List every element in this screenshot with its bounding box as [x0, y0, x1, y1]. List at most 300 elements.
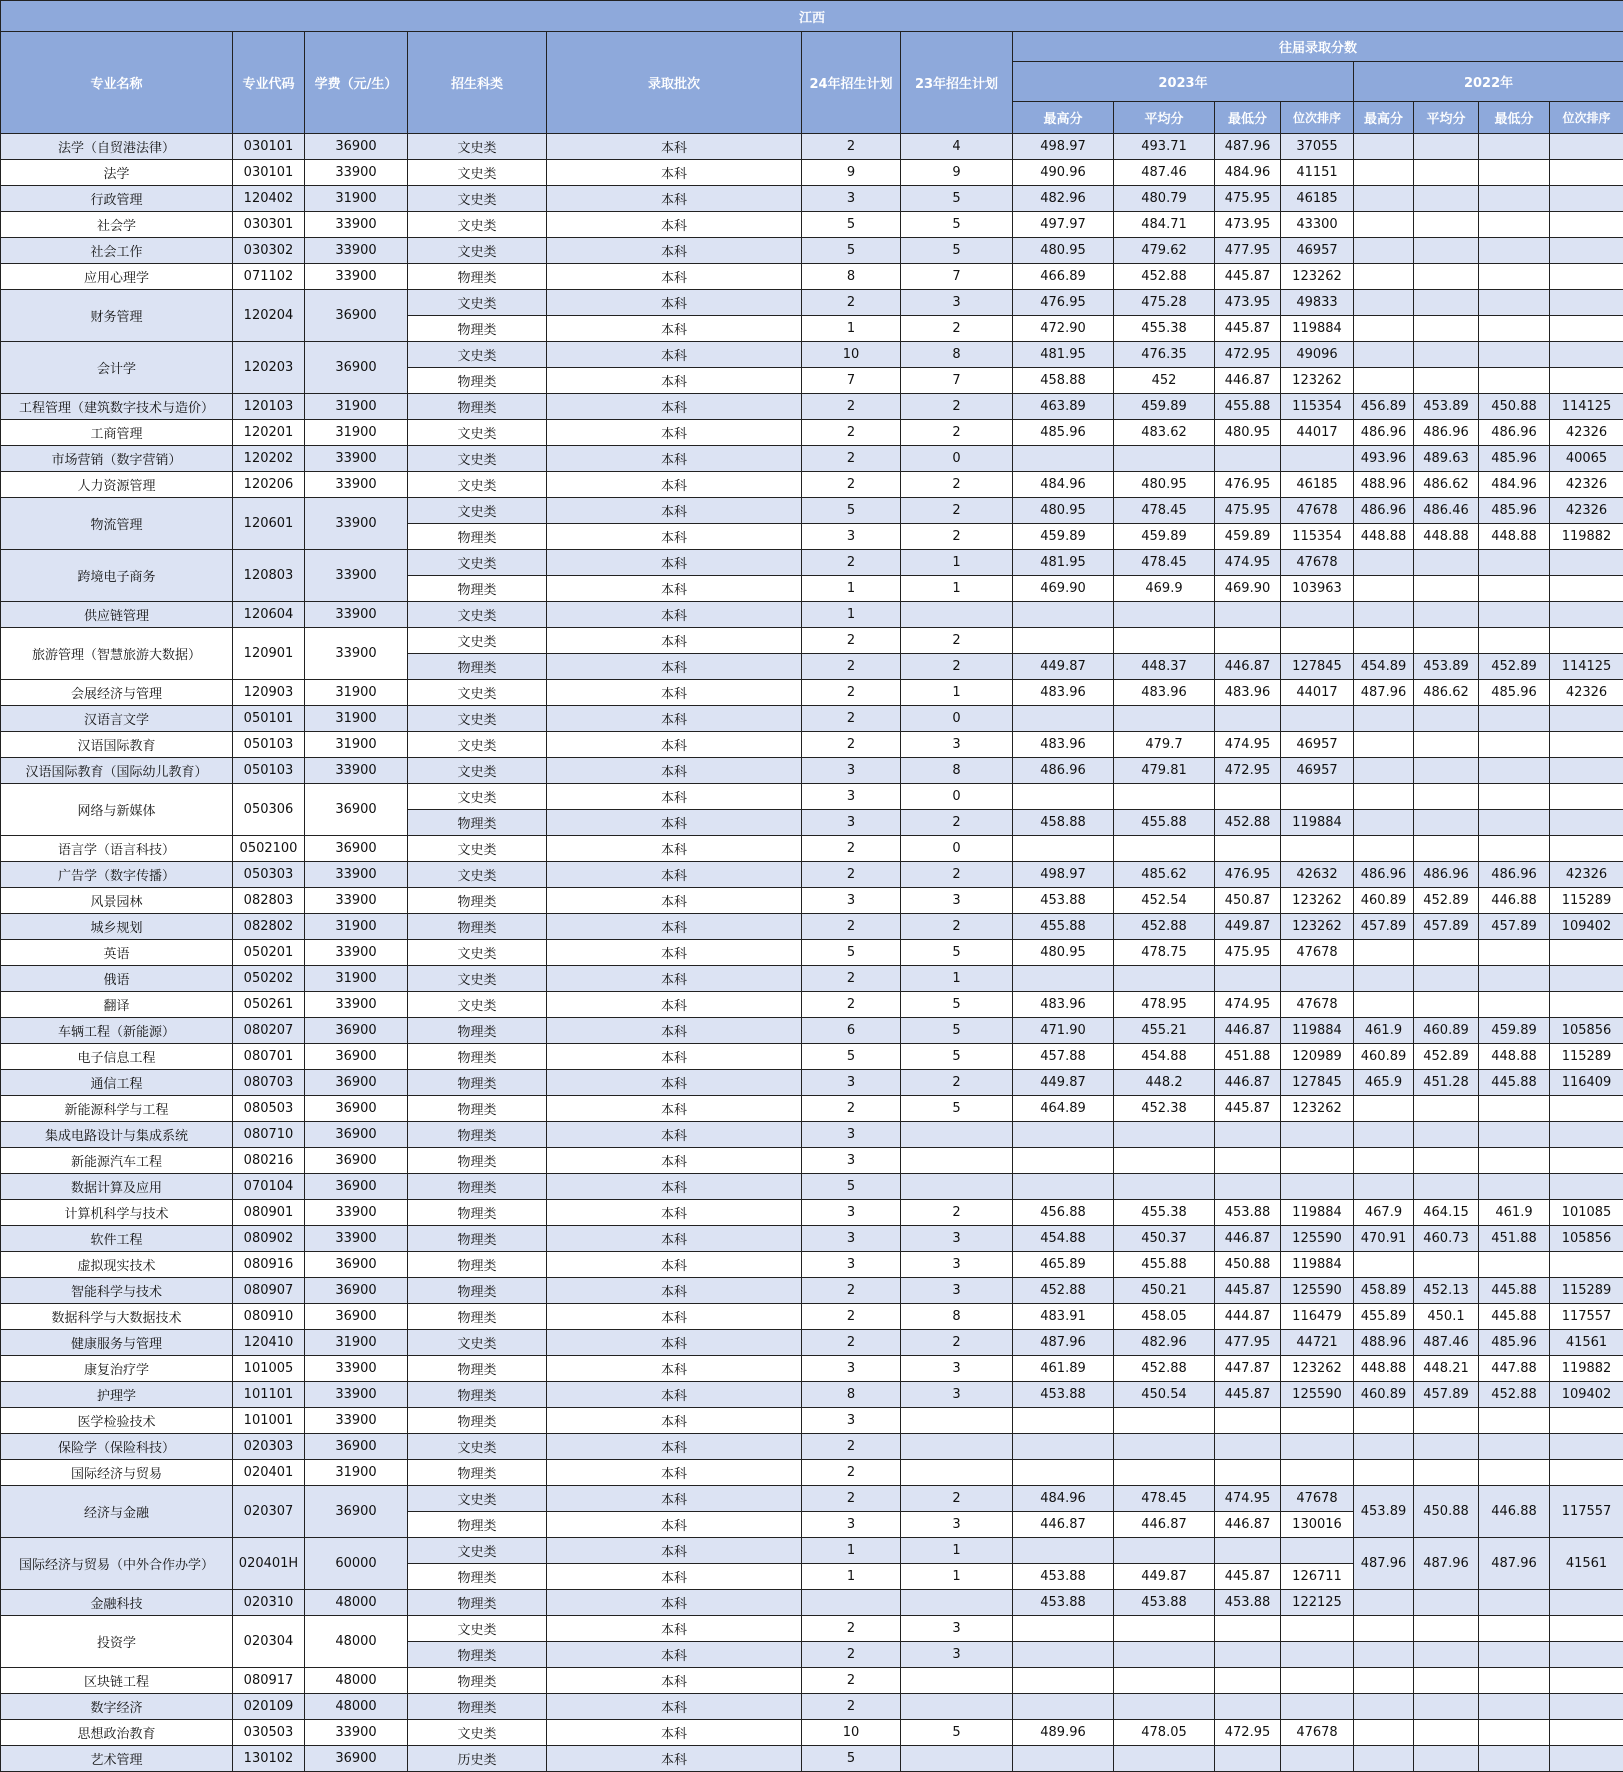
table-row — [1, 836, 1623, 862]
cell-major-code: 080907 — [233, 1278, 305, 1304]
cell-batch: 本科 — [547, 576, 802, 602]
cell-2022-max: 467.9 — [1354, 1200, 1414, 1226]
header-plan-2024: 24年招生计划 — [802, 32, 901, 134]
cell-2023-rank: 41151 — [1281, 160, 1354, 186]
cell-2023-max: 449.87 — [1013, 1070, 1114, 1096]
header-2023-min: 最低分 — [1215, 102, 1281, 134]
cell-2023-rank: 49833 — [1281, 290, 1354, 316]
cell-2023-avg — [1114, 1642, 1215, 1668]
cell-2022-avg — [1414, 264, 1479, 290]
cell-2023-avg: 452.54 — [1114, 888, 1215, 914]
cell-2023-max — [1013, 602, 1114, 628]
cell-2022-max — [1354, 940, 1414, 966]
cell-2022-min — [1479, 576, 1550, 602]
cell-batch: 本科 — [547, 186, 802, 212]
cell-2023-min — [1215, 1148, 1281, 1174]
cell-2022-avg: 452.89 — [1414, 888, 1479, 914]
table-row — [1, 1408, 1623, 1434]
cell-subject: 文史类 — [408, 940, 547, 966]
cell-2022-avg: 486.62 — [1414, 680, 1479, 706]
cell-2023-min — [1215, 446, 1281, 472]
cell-2023-rank: 119884 — [1281, 1252, 1354, 1278]
cell-major-code: 050202 — [233, 966, 305, 992]
table-row — [1, 1434, 1623, 1460]
cell-plan-2024: 2 — [802, 706, 901, 732]
cell-tuition: 36900 — [305, 1122, 408, 1148]
header-tuition: 学费（元/生） — [305, 32, 408, 134]
table-row — [1, 1018, 1623, 1044]
cell-2022-rank — [1550, 1590, 1623, 1616]
cell-2022-avg: 453.89 — [1414, 394, 1479, 420]
cell-major-code: 030302 — [233, 238, 305, 264]
cell-2023-max: 469.90 — [1013, 576, 1114, 602]
header-major-name: 专业名称 — [1, 32, 233, 134]
cell-major-code: 101101 — [233, 1382, 305, 1408]
cell-2022-avg: 489.63 — [1414, 446, 1479, 472]
cell-2023-max: 453.88 — [1013, 888, 1114, 914]
cell-batch: 本科 — [547, 498, 802, 524]
cell-2023-rank: 43300 — [1281, 212, 1354, 238]
cell-2022-avg: 460.73 — [1414, 1226, 1479, 1252]
cell-batch: 本科 — [547, 1616, 802, 1642]
cell-batch: 本科 — [547, 940, 802, 966]
cell-plan-2024: 1 — [802, 576, 901, 602]
cell-2022-avg — [1414, 940, 1479, 966]
cell-major-name: 汉语言文学 — [1, 706, 233, 732]
cell-batch: 本科 — [547, 862, 802, 888]
cell-plan-2023: 5 — [901, 186, 1013, 212]
table-row — [1, 1590, 1623, 1616]
cell-2022-min: 457.89 — [1479, 914, 1550, 940]
cell-subject: 物理类 — [408, 1304, 547, 1330]
cell-major-code: 020304 — [233, 1616, 305, 1668]
table-row — [1, 290, 1623, 316]
table-row — [1, 992, 1623, 1018]
cell-2023-max: 459.89 — [1013, 524, 1114, 550]
cell-tuition: 33900 — [305, 888, 408, 914]
cell-tuition: 33900 — [305, 446, 408, 472]
cell-2022-min: 445.88 — [1479, 1278, 1550, 1304]
cell-2023-max — [1013, 1434, 1114, 1460]
cell-tuition: 33900 — [305, 940, 408, 966]
cell-2023-avg: 487.46 — [1114, 160, 1215, 186]
cell-subject: 文史类 — [408, 1434, 547, 1460]
cell-tuition: 36900 — [305, 836, 408, 862]
cell-2022-min — [1479, 1590, 1550, 1616]
cell-2022-max — [1354, 836, 1414, 862]
cell-batch: 本科 — [547, 1226, 802, 1252]
cell-tuition: 36900 — [305, 1304, 408, 1330]
table-row — [1, 1226, 1623, 1252]
cell-2022-rank — [1550, 1746, 1623, 1772]
cell-plan-2024: 2 — [802, 836, 901, 862]
cell-major-code: 130102 — [233, 1746, 305, 1772]
cell-batch: 本科 — [547, 524, 802, 550]
cell-plan-2024: 3 — [802, 810, 901, 836]
cell-tuition: 48000 — [305, 1668, 408, 1694]
cell-2023-avg: 454.88 — [1114, 1044, 1215, 1070]
cell-2022-rank: 116409 — [1550, 1070, 1623, 1096]
table-row — [1, 1070, 1623, 1096]
cell-major-name: 法学 — [1, 160, 233, 186]
cell-2023-max — [1013, 1174, 1114, 1200]
cell-major-name: 区块链工程 — [1, 1668, 233, 1694]
cell-2022-max — [1354, 1694, 1414, 1720]
cell-subject: 物理类 — [408, 524, 547, 550]
cell-major-name: 投资学 — [1, 1616, 233, 1668]
cell-2022-max: 460.89 — [1354, 1382, 1414, 1408]
cell-2022-rank: 119882 — [1550, 1356, 1623, 1382]
cell-2023-rank: 47678 — [1281, 1720, 1354, 1746]
cell-plan-2024: 2 — [802, 290, 901, 316]
table-row — [1, 186, 1623, 212]
cell-major-name: 新能源汽车工程 — [1, 1148, 233, 1174]
cell-2023-rank: 46957 — [1281, 732, 1354, 758]
cell-2022-rank — [1550, 784, 1623, 810]
cell-batch: 本科 — [547, 368, 802, 394]
cell-tuition: 31900 — [305, 966, 408, 992]
cell-2022-avg: 486.62 — [1414, 472, 1479, 498]
cell-2022-avg — [1414, 1668, 1479, 1694]
cell-subject: 文史类 — [408, 706, 547, 732]
cell-tuition: 33900 — [305, 238, 408, 264]
cell-2023-rank — [1281, 836, 1354, 862]
cell-2022-max — [1354, 1460, 1414, 1486]
cell-tuition: 36900 — [305, 1252, 408, 1278]
table-row — [1, 1044, 1623, 1070]
cell-2023-min — [1215, 602, 1281, 628]
cell-2022-min — [1479, 368, 1550, 394]
cell-2023-max: 452.88 — [1013, 1278, 1114, 1304]
table-row — [1, 1200, 1623, 1226]
cell-major-code: 020307 — [233, 1486, 305, 1538]
cell-2022-min — [1479, 1174, 1550, 1200]
cell-2022-avg — [1414, 290, 1479, 316]
cell-2023-min: 476.95 — [1215, 472, 1281, 498]
cell-plan-2023: 5 — [901, 1720, 1013, 1746]
cell-plan-2024: 1 — [802, 602, 901, 628]
cell-subject: 文史类 — [408, 1616, 547, 1642]
cell-major-code: 050303 — [233, 862, 305, 888]
cell-2023-min: 449.87 — [1215, 914, 1281, 940]
cell-plan-2023 — [901, 1746, 1013, 1772]
header-2022-min: 最低分 — [1479, 102, 1550, 134]
cell-subject: 物理类 — [408, 1590, 547, 1616]
cell-2022-avg — [1414, 238, 1479, 264]
cell-2022-rank — [1550, 758, 1623, 784]
cell-2023-avg: 455.38 — [1114, 316, 1215, 342]
cell-2022-min: 448.88 — [1479, 524, 1550, 550]
cell-tuition: 60000 — [305, 1538, 408, 1590]
table-row — [1, 134, 1623, 160]
cell-major-name: 风景园林 — [1, 888, 233, 914]
cell-2022-min: 450.88 — [1479, 394, 1550, 420]
cell-2022-min: 459.89 — [1479, 1018, 1550, 1044]
cell-batch: 本科 — [547, 966, 802, 992]
cell-plan-2024: 7 — [802, 368, 901, 394]
cell-2023-max — [1013, 1668, 1114, 1694]
cell-2022-min — [1479, 1252, 1550, 1278]
cell-2022-rank: 119882 — [1550, 524, 1623, 550]
table-row — [1, 1616, 1623, 1642]
cell-2022-avg — [1414, 1122, 1479, 1148]
table-row — [1, 1096, 1623, 1122]
cell-2022-avg — [1414, 706, 1479, 732]
cell-2023-avg: 452.38 — [1114, 1096, 1215, 1122]
cell-2022-max — [1354, 342, 1414, 368]
cell-major-code: 030301 — [233, 212, 305, 238]
header-year-2023: 2023年 — [1013, 62, 1354, 102]
cell-tuition: 36900 — [305, 1070, 408, 1096]
cell-subject: 物理类 — [408, 1226, 547, 1252]
cell-tuition: 31900 — [305, 394, 408, 420]
cell-2022-max: 460.89 — [1354, 888, 1414, 914]
cell-2022-min — [1479, 186, 1550, 212]
cell-batch: 本科 — [547, 1720, 802, 1746]
cell-2022-max: 460.89 — [1354, 1044, 1414, 1070]
cell-2022-min: 461.9 — [1479, 1200, 1550, 1226]
cell-2023-rank: 47678 — [1281, 498, 1354, 524]
cell-batch: 本科 — [547, 1278, 802, 1304]
cell-2022-rank — [1550, 992, 1623, 1018]
cell-2023-min: 446.87 — [1215, 654, 1281, 680]
cell-plan-2023: 2 — [901, 628, 1013, 654]
cell-2022-min — [1479, 628, 1550, 654]
cell-major-code: 030503 — [233, 1720, 305, 1746]
cell-major-code: 120203 — [233, 342, 305, 394]
cell-plan-2024: 3 — [802, 1200, 901, 1226]
cell-subject: 文史类 — [408, 290, 547, 316]
cell-2023-rank: 119884 — [1281, 1200, 1354, 1226]
cell-tuition: 33900 — [305, 160, 408, 186]
cell-2023-rank: 130016 — [1281, 1512, 1354, 1538]
cell-2022-min — [1479, 550, 1550, 576]
cell-2022-avg — [1414, 1720, 1479, 1746]
cell-2023-min: 453.88 — [1215, 1200, 1281, 1226]
cell-2023-max — [1013, 1694, 1114, 1720]
cell-2022-avg — [1414, 1694, 1479, 1720]
cell-2023-avg — [1114, 1616, 1215, 1642]
cell-2022-min — [1479, 966, 1550, 992]
cell-2023-min: 473.95 — [1215, 212, 1281, 238]
cell-2023-rank: 123262 — [1281, 1096, 1354, 1122]
cell-2023-max: 480.95 — [1013, 498, 1114, 524]
cell-plan-2023: 3 — [901, 1616, 1013, 1642]
cell-2022-min — [1479, 1434, 1550, 1460]
cell-major-code: 082803 — [233, 888, 305, 914]
cell-2023-min: 473.95 — [1215, 290, 1281, 316]
cell-major-code: 120202 — [233, 446, 305, 472]
cell-2023-min — [1215, 1616, 1281, 1642]
cell-batch: 本科 — [547, 1694, 802, 1720]
cell-2023-avg — [1114, 784, 1215, 810]
cell-2022-min — [1479, 316, 1550, 342]
table-row — [1, 1278, 1623, 1304]
cell-tuition: 33900 — [305, 498, 408, 550]
cell-plan-2024: 3 — [802, 758, 901, 784]
cell-tuition: 31900 — [305, 914, 408, 940]
cell-subject: 文史类 — [408, 550, 547, 576]
cell-2023-rank: 46185 — [1281, 472, 1354, 498]
cell-2022-rank — [1550, 134, 1623, 160]
cell-major-code: 080703 — [233, 1070, 305, 1096]
cell-tuition: 31900 — [305, 186, 408, 212]
cell-batch: 本科 — [547, 238, 802, 264]
cell-2023-avg: 469.9 — [1114, 576, 1215, 602]
cell-2022-rank — [1550, 264, 1623, 290]
cell-2022-min — [1479, 1642, 1550, 1668]
cell-2023-avg: 448.2 — [1114, 1070, 1215, 1096]
cell-2023-min: 475.95 — [1215, 186, 1281, 212]
cell-2023-max: 465.89 — [1013, 1252, 1114, 1278]
cell-2023-rank: 123262 — [1281, 914, 1354, 940]
table-row — [1, 238, 1623, 264]
cell-subject: 物理类 — [408, 1044, 547, 1070]
cell-plan-2023: 2 — [901, 1330, 1013, 1356]
cell-subject: 文史类 — [408, 238, 547, 264]
cell-batch: 本科 — [547, 1044, 802, 1070]
cell-major-code: 080207 — [233, 1018, 305, 1044]
cell-2022-rank: 105856 — [1550, 1226, 1623, 1252]
cell-2022-avg — [1414, 186, 1479, 212]
header-2023-rank: 位次排序 — [1281, 102, 1354, 134]
cell-2023-avg: 452.88 — [1114, 264, 1215, 290]
cell-2022-avg — [1414, 550, 1479, 576]
cell-2022-avg — [1414, 966, 1479, 992]
cell-major-name: 供应链管理 — [1, 602, 233, 628]
cell-plan-2023: 2 — [901, 914, 1013, 940]
cell-2022-max — [1354, 966, 1414, 992]
cell-subject: 文史类 — [408, 758, 547, 784]
table-row — [1, 1174, 1623, 1200]
cell-subject: 文史类 — [408, 966, 547, 992]
cell-2022-avg — [1414, 1252, 1479, 1278]
cell-2023-avg: 458.05 — [1114, 1304, 1215, 1330]
cell-2022-rank — [1550, 1096, 1623, 1122]
cell-2023-avg: 478.75 — [1114, 940, 1215, 966]
cell-major-name: 工商管理 — [1, 420, 233, 446]
cell-2022-max — [1354, 1668, 1414, 1694]
cell-batch: 本科 — [547, 1122, 802, 1148]
cell-2023-rank: 37055 — [1281, 134, 1354, 160]
table-row — [1, 550, 1623, 576]
cell-2023-min — [1215, 1174, 1281, 1200]
cell-2023-max: 454.88 — [1013, 1226, 1114, 1252]
cell-plan-2024: 2 — [802, 1668, 901, 1694]
cell-tuition: 31900 — [305, 1460, 408, 1486]
cell-plan-2024: 2 — [802, 1304, 901, 1330]
cell-2023-max — [1013, 1616, 1114, 1642]
cell-2023-max: 456.88 — [1013, 1200, 1114, 1226]
cell-2022-max: 461.9 — [1354, 1018, 1414, 1044]
cell-plan-2024: 5 — [802, 1746, 901, 1772]
cell-2022-min: 452.89 — [1479, 654, 1550, 680]
cell-plan-2023: 3 — [901, 1642, 1013, 1668]
cell-2023-rank — [1281, 628, 1354, 654]
cell-plan-2023: 9 — [901, 160, 1013, 186]
cell-tuition: 36900 — [305, 1096, 408, 1122]
cell-2023-rank: 123262 — [1281, 264, 1354, 290]
cell-major-name: 语言学（语言科技） — [1, 836, 233, 862]
cell-plan-2024: 3 — [802, 524, 901, 550]
cell-major-code: 030101 — [233, 160, 305, 186]
cell-2023-max: 483.96 — [1013, 732, 1114, 758]
cell-major-code: 120803 — [233, 550, 305, 602]
cell-2023-min: 445.87 — [1215, 1382, 1281, 1408]
cell-2023-avg: 485.62 — [1114, 862, 1215, 888]
cell-2023-avg: 493.71 — [1114, 134, 1215, 160]
cell-tuition: 31900 — [305, 706, 408, 732]
cell-2022-rank: 41561 — [1550, 1538, 1623, 1590]
cell-major-code: 080901 — [233, 1200, 305, 1226]
cell-subject: 物理类 — [408, 576, 547, 602]
cell-major-code: 120601 — [233, 498, 305, 550]
cell-batch: 本科 — [547, 602, 802, 628]
cell-major-name: 数字经济 — [1, 1694, 233, 1720]
cell-2023-min: 445.87 — [1215, 1096, 1281, 1122]
cell-major-name: 经济与金融 — [1, 1486, 233, 1538]
cell-2023-avg: 452 — [1114, 368, 1215, 394]
cell-2023-max: 458.88 — [1013, 810, 1114, 836]
cell-batch: 本科 — [547, 1304, 802, 1330]
cell-subject: 物理类 — [408, 1694, 547, 1720]
cell-plan-2024: 2 — [802, 1330, 901, 1356]
cell-subject: 物理类 — [408, 264, 547, 290]
cell-2023-max: 461.89 — [1013, 1356, 1114, 1382]
cell-subject: 文史类 — [408, 160, 547, 186]
cell-subject: 文史类 — [408, 992, 547, 1018]
cell-batch: 本科 — [547, 992, 802, 1018]
cell-subject: 文史类 — [408, 862, 547, 888]
cell-plan-2023 — [901, 1590, 1013, 1616]
cell-2023-max: 490.96 — [1013, 160, 1114, 186]
cell-2022-rank — [1550, 836, 1623, 862]
table-row — [1, 680, 1623, 706]
cell-plan-2024: 2 — [802, 1694, 901, 1720]
cell-plan-2024: 2 — [802, 654, 901, 680]
cell-2023-min — [1215, 836, 1281, 862]
cell-2022-avg: 457.89 — [1414, 1382, 1479, 1408]
cell-major-name: 国际经济与贸易（中外合作办学） — [1, 1538, 233, 1590]
cell-2022-max — [1354, 732, 1414, 758]
cell-2022-rank — [1550, 1720, 1623, 1746]
cell-2023-min: 450.87 — [1215, 888, 1281, 914]
cell-2023-max — [1013, 706, 1114, 732]
cell-subject: 文史类 — [408, 186, 547, 212]
cell-2022-avg: 457.89 — [1414, 914, 1479, 940]
cell-batch: 本科 — [547, 706, 802, 732]
cell-2023-rank — [1281, 1460, 1354, 1486]
cell-2023-max: 498.97 — [1013, 134, 1114, 160]
cell-2022-rank: 109402 — [1550, 1382, 1623, 1408]
cell-2022-max: 458.89 — [1354, 1278, 1414, 1304]
cell-2023-rank: 47678 — [1281, 550, 1354, 576]
cell-plan-2024: 2 — [802, 732, 901, 758]
cell-2023-max — [1013, 1746, 1114, 1772]
cell-2022-min: 486.96 — [1479, 420, 1550, 446]
cell-2022-rank — [1550, 1694, 1623, 1720]
cell-major-name: 通信工程 — [1, 1070, 233, 1096]
cell-major-name: 城乡规划 — [1, 914, 233, 940]
cell-plan-2023: 3 — [901, 1252, 1013, 1278]
cell-major-code: 020401H — [233, 1538, 305, 1590]
cell-subject: 文史类 — [408, 420, 547, 446]
cell-major-name: 护理学 — [1, 1382, 233, 1408]
cell-batch: 本科 — [547, 1018, 802, 1044]
cell-batch: 本科 — [547, 1746, 802, 1772]
cell-2023-rank: 119884 — [1281, 810, 1354, 836]
cell-2022-avg — [1414, 1746, 1479, 1772]
